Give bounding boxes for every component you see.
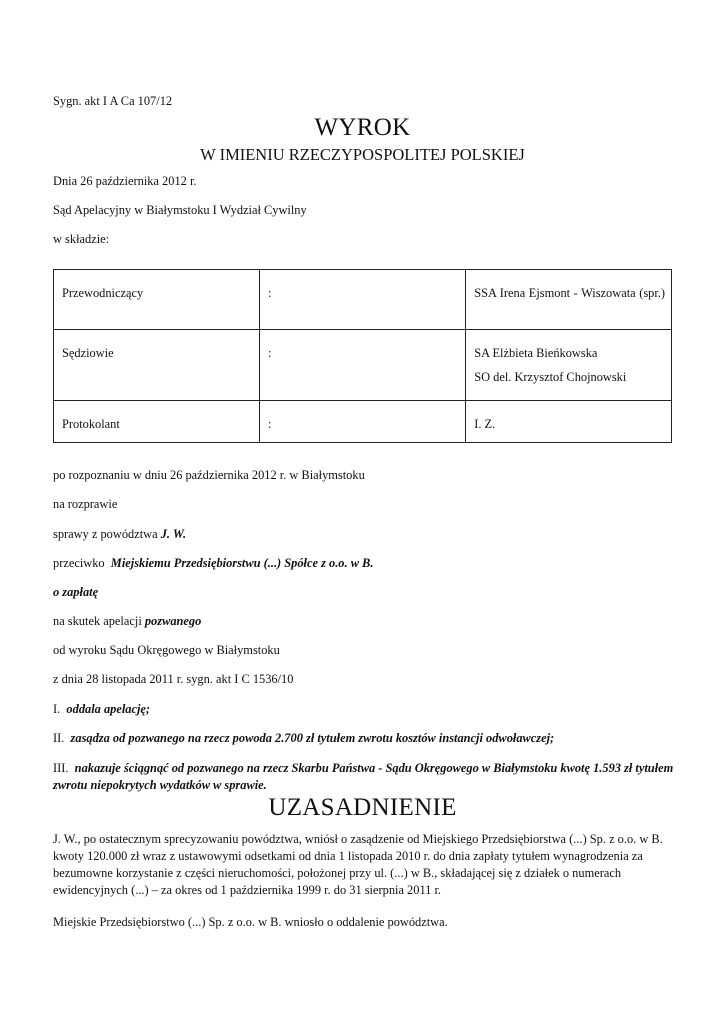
separator: :: [267, 417, 272, 431]
verdict-number: III.: [53, 761, 75, 775]
justification-title: UZASADNIENIE: [268, 794, 457, 821]
separator: :: [267, 286, 272, 300]
names-cell: [466, 401, 672, 443]
panel-table: [53, 269, 672, 443]
justification-paragraph: J. W., po ostatecznym sprecyzowaniu powództwa, wniósł o zasądzenie od Miejskiego Przedsiębiorstwa (...) Sp. z o.o. w B. kwoty 120.000 zł wraz z ustawowymi odsetkami od dnia 1 listopada 2010 r. do dnia zapłaty tytułem wynagrodzenia za bezumowne korzystanie z części nieruchomości, położonej przy ul. (...) w B., składającej się z działek o numerach ewidencyjnych (...) – za okres od 1 października 1999 r. do 31 sierpnia 2011 r.: [53, 832, 663, 897]
role-cell: [54, 270, 260, 330]
plaintiff-prefix: sprawy z powództwa: [53, 527, 161, 541]
hearing-info: po rozpoznaniu w dniu 26 października 2012 r. w Białymstoku: [53, 468, 365, 482]
panel-row-judges: [54, 330, 672, 401]
composition-label: w składzie:: [53, 232, 110, 246]
role-cell: [54, 330, 260, 401]
verdict-text: zasądza od pozwanego na rzecz powoda 2.700 zł tytułem zwrotu kosztów instancji odwoławczej;: [70, 731, 555, 745]
verdict-item-3: [53, 760, 675, 794]
claim-subject: o zapłatę: [53, 585, 99, 599]
separator-cell: [259, 270, 465, 330]
names-cell: [466, 330, 672, 401]
role-clerk: Protokolant: [62, 417, 120, 431]
appellant: pozwanego: [144, 614, 202, 628]
hearing-type: na rozprawie: [53, 497, 118, 511]
appeal-line: [53, 614, 201, 629]
clerk-name: I. Z.: [474, 417, 496, 431]
defendant-name: Miejskiemu Przedsiębiorstwu (...) Spółce z o.o. w B.: [110, 556, 374, 570]
role-cell: [54, 401, 260, 443]
document-subtitle: W IMIENIU RZECZYPOSPOLITEJ POLSKIEJ: [200, 145, 525, 164]
court-name: Sąd Apelacyjny w Białymstoku I Wydział Cywilny: [53, 203, 307, 217]
verdict-text: nakazuje ściągnąć od pozwanego na rzecz Skarbu Państwa - Sądu Okręgowego w Białymstoku kwotę 1.593 zł tytułem zwrotu niepokrytych wydatków w sprawie.: [53, 761, 674, 792]
role-judges: Sędziowie: [62, 346, 114, 360]
defendant-line: [53, 556, 373, 571]
verdict-item-1: [53, 702, 150, 717]
panel-row-presiding: [54, 270, 672, 330]
judgment-date: Dnia 26 października 2012 r.: [53, 174, 197, 188]
case-signature: Sygn. akt I A Ca 107/12: [53, 94, 173, 108]
presiding-judge-name: SSA Irena Ejsmont - Wiszowata (spr.): [474, 286, 665, 300]
verdict-number: I.: [53, 702, 67, 716]
separator: :: [267, 346, 272, 360]
judge-name: SA Elżbieta Bieńkowska: [474, 346, 598, 360]
verdict-text: oddala apelację;: [66, 702, 151, 716]
role-presiding: Przewodniczący: [62, 286, 144, 300]
separator-cell: [259, 401, 465, 443]
lower-court: od wyroku Sądu Okręgowego w Białymstoku: [53, 643, 280, 657]
panel-row-clerk: [54, 401, 672, 443]
separator-cell: [259, 330, 465, 401]
appeal-prefix: na skutek apelacji: [53, 614, 145, 628]
judge-name: SO del. Krzysztof Chojnowski: [474, 370, 627, 384]
verdict-number: II.: [53, 731, 71, 745]
plaintiff-line: [53, 527, 186, 542]
justification-paragraph: Miejskie Przedsiębiorstwo (...) Sp. z o.o. w B. wniosło o oddalenie powództwa.: [53, 915, 448, 929]
plaintiff-name: J. W.: [160, 527, 187, 541]
names-cell: [466, 270, 672, 330]
lower-court-judgment: z dnia 28 listopada 2011 r. sygn. akt I C 1536/10: [53, 672, 294, 686]
defendant-prefix: przeciwko: [53, 556, 111, 570]
judges-names: [466, 330, 671, 386]
document-title: WYROK: [314, 114, 411, 141]
verdict-item-2: [53, 731, 554, 746]
